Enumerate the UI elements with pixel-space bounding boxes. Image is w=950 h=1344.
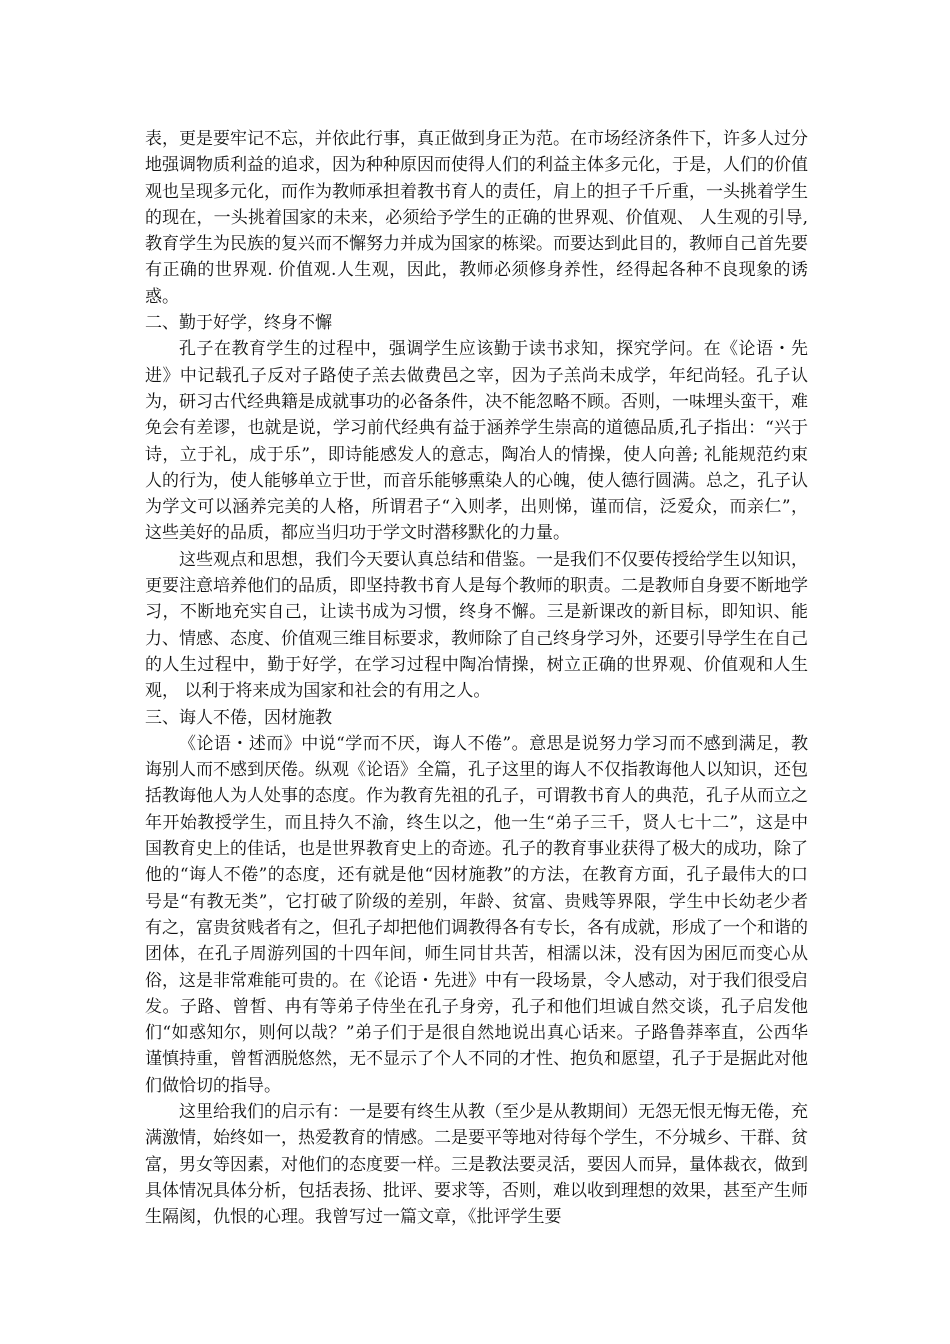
document-page xyxy=(145,126,808,1230)
paragraph-tireless-teaching: 《论语・述而》中说“学而不厌，诲人不倦”。意思是说努力学习而不感到满足，教诲别人而不感到厌倦。纵观《论语》全篇，孔子这里的诲人不仅指教诲他人以知识，还包括教诲他人为人处事的态度。作为教育先祖的孔子，可谓教书育人的典范，孔子从而立之年开始教授学生，而且持久不渝，终生以之，他一生“弟子三千，贤人七十二”，这是中国教育史上的佳话，也是世界教育史上的奇迹。孔子的教育事业获得了极大的成功，除了他的“诲人不倦”的态度，还有就是他“因材施教”的方法，在教育方面，孔子最伟大的口号是“有教无类”，它打破了阶级的差别，年龄、贫富、贵贱等界限，学生中长幼老少者有之，富贵贫贱者有之，但孔子却把他们调教得各有专长，各有成就，形成了一个和谐的团体，在孔子周游列国的十四年间，师生同甘共苦，相濡以沫，没有因为困厄而变心从俗，这是非常难能可贵的。在《论语・先进》中有一段场景，令人感动，对于我们很受启发。子路、曾皙、冉有等弟子侍坐在孔子身旁，孔子和他们坦诚自然交谈，孔子启发他们“如惑知尔，则何以哉？”弟子们于是很自然地说出真心话来。子路鲁莽率直，公西华谨慎持重，曾皙洒脱悠然，无不显示了个人不同的才性、抱负和愿望，孔子于是据此对他们做恰切的指导。 xyxy=(145,733,808,1096)
paragraph-lessons-teaching: 这里给我们的启示有：一是要有终生从教（至少是从教期间）无怨无恨无悔无倦，充满激情，始终如一，热爱教育的情感。二是要平等地对待每个学生，不分城乡、干群、贫富，男女等因素，对他们的态度要一样。三是教法要灵活，要因人而异，量体裁衣，做到具体情况具体分析，包括表扬、批评、要求等，否则，难以收到理想的效果，甚至产生师生隔阂，仇恨的心理。我曾写过一篇文章，《批评学生要 xyxy=(145,1101,808,1228)
paragraph-lessons-study: 这些观点和思想，我们今天要认真总结和借鉴。一是我们不仅要传授给学生以知识，更要注意培养他们的品质，即坚持教书育人是每个教师的职责。二是教师自身要不断地学习，不断地充实自己，让读书成为习惯，终身不懈。三是新课改的新目标，即知识、能力、情感、态度、价值观三维目标要求，教师除了自己终身学习外，还要引导学生在自己的人生过程中，勤于好学，在学习过程中陶冶情操，树立正确的世界观、价值观和人生观， 以利于将来成为国家和社会的有用之人。 xyxy=(145,549,808,702)
section-heading-2: 二、勤于好学，终身不懈 xyxy=(145,313,332,334)
section-heading-3: 三、诲人不倦，因材施教 xyxy=(145,707,332,728)
paragraph-intro-continuation: 表，更是要牢记不忘，并依此行事，真正做到身正为范。在市场经济条件下，许多人过分地强调物质利益的追求，因为种种原因而使得人们的利益主体多元化，于是，人们的价值观也呈现多元化，而作为教师承担着教书育人的责任，肩上的担子千斤重，一头挑着学生的现在，一头挑着国家的未来，必须给予学生的正确的世界观、价值观、 人生观的引导,教育学生为民族的复兴而不懈努力并成为国家的栋梁。而要达到此目的，教师自己首先要有正确的世界观. 价值观.人生观，因此，教师必须修身养性，经得起各种不良现象的诱惑。 xyxy=(145,129,808,307)
paragraph-diligent-study: 孔子在教育学生的过程中，强调学生应该勤于读书求知，探究学问。在《论语・先进》中记载孔子反对子路使子羔去做费邑之宰，因为子羔尚未成学，年纪尚轻。孔子认为，研习古代经典籍是成就事功的必备条件，决不能忽略不顾。否则，一味埋头蛮干，难免会有差谬，也就是说，学习前代经典有益于涵养学生崇高的道德品质,孔子指出：“兴于诗，立于礼，成于乐”，即诗能感发人的意志，陶冶人的情操，使人向善; 礼能规范约束人的行为，使人能够单立于世，而音乐能够熏染人的心魄，使人德行圆满。总之，孔子认为学文可以涵养完美的人格，所谓君子“入则孝，出则悌，谨而信，泛爱众，而亲仁”，这些美好的品质，都应当归功于学文时潜移默化的力量。 xyxy=(145,339,808,544)
